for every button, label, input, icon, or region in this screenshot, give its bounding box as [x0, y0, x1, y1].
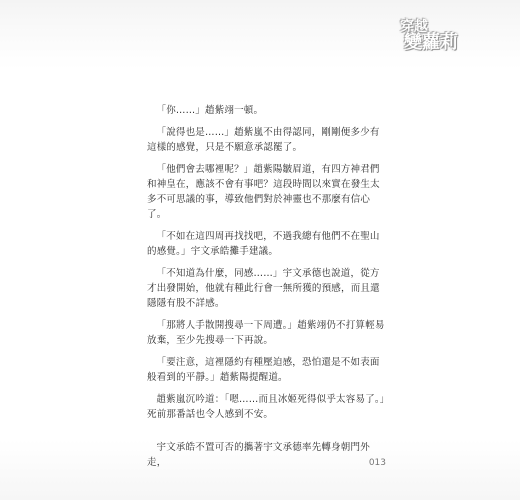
paragraph: 「他們會去哪裡呢？」趙紫陽皺眉道，有四方神君們和神皇在，應該不會有事吧？這段時間以來實在發生太多不可思議的事，導致他們對於神靈也不那麼有信心了。	[147, 164, 380, 220]
paragraph: 趙紫嵐沉吟道：「嗯……而且冰姬死得似乎太容易了。」死前那番話也令人感到不安。	[147, 394, 385, 420]
page-number: 013	[368, 458, 386, 468]
paragraph: 「不如在這四周再找找吧，不過我總有他們不在聖山的感覺。」宇文承皓攤手建議。	[147, 231, 380, 257]
body-text	[147, 103, 385, 477]
logo-text-bottom: 變蘿莉	[404, 32, 458, 53]
paragraph: 「要注意，這裡隱約有種壓迫感，恐怕還是不如表面般看到的平靜。」趙紫陽提醒道。	[147, 357, 380, 383]
logo-text-top: 穿越	[400, 19, 428, 35]
paragraph: 「說得也是……」趙紫嵐不由得認同，剛剛便多少有這樣的感覺，只是不願意承認罷了。	[147, 127, 380, 153]
paragraph: 「那將人手散開搜尋一下周遭。」趙紫翊仍不打算輕易放棄，至少先搜尋一下再說。	[147, 320, 385, 346]
paragraph: 「你……」趙紫翊一頓。	[156, 105, 264, 116]
paragraph: 「不知道為什麼，同感……」宇文承德也說道，從方才出發開始，他就有種此行會一無所獲的預感，而且還隱隱有股不詳感。	[147, 268, 380, 309]
paragraph: 宇文承皓不置可否的攜著宇文承德率先轉身朝門外走，	[147, 442, 370, 468]
series-logo	[400, 18, 458, 52]
